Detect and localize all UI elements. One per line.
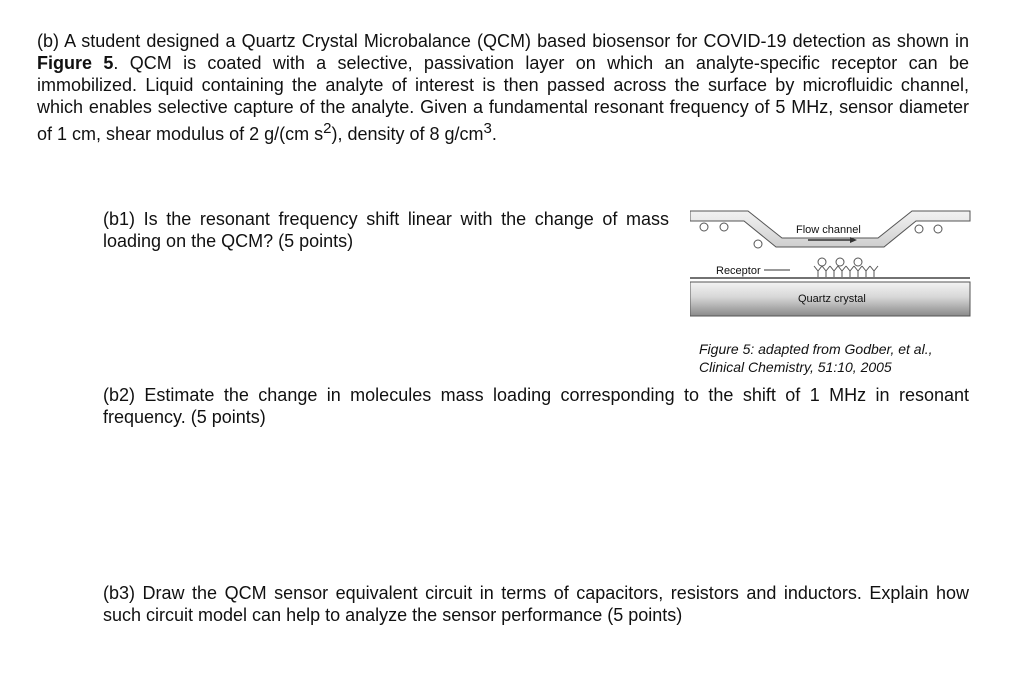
quartz-crystal-label: Quartz crystal [798,293,866,305]
figure-caption: Figure 5: adapted from Godber, et al., Clinical Chemistry, 51:10, 2005 [699,341,933,375]
intro-text-3: . [491,124,497,144]
flow-channel-label: Flow channel [796,224,861,236]
question-b1: (b1) Is the resonant frequency shift linear with the change of mass loading on the QCM? (5 points) [103,209,669,251]
superscript-2: 2 [323,120,332,137]
question-b3: (b3) Draw the QCM sensor equivalent circuit in terms of capacitors, resistors and inductors. Explain how such circuit model can help to analyze the sensor performance (5 points) [103,583,969,625]
problem-intro [37,30,969,145]
superscript-3: 3 [483,120,492,137]
intro-lead: (b) A student designed a Quartz Crystal Microbalance (QCM) based biosensor for COVID-19 detection as shown in [37,31,969,51]
intro-text-2: ), density of 8 g/cm [331,124,484,144]
question-b2: (b2) Estimate the change in molecules mass loading corresponding to the shift of 1 MHz in resonant frequency. (5 points) [103,385,969,427]
qcm-figure [690,205,975,325]
figure-reference: Figure 5 [37,53,114,73]
receptor-molecules [814,266,878,277]
intro-text-1: . QCM is coated with a selective, passivation layer on which an analyte-specific receptor can be immobilized. Liquid containing the analyte of interest is then passed across the surface by microfluidic channel, which enables selective capture of the analyte. Given a fundamental resonant frequency of 5 MHz, sensor diameter of 1 cm, shear modulus of 2 g/(cm s [37,53,970,144]
receptor-label: Receptor [716,265,761,277]
